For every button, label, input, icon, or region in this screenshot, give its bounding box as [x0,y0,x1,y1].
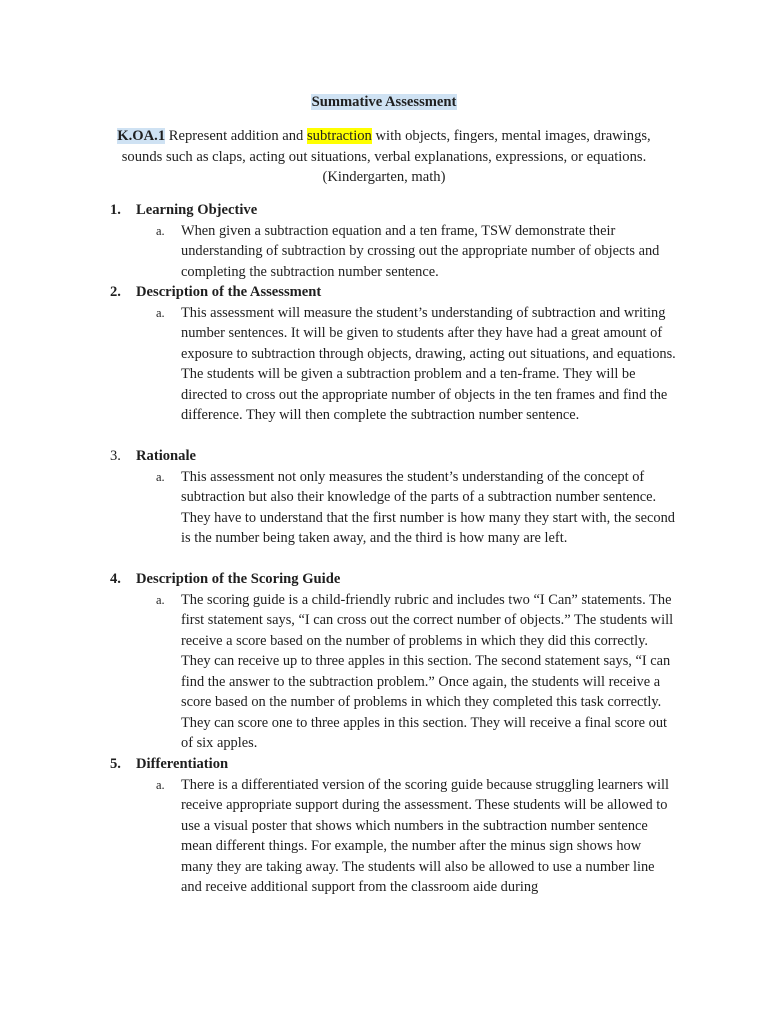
section-number: 3. [110,448,121,464]
section-item [156,303,676,426]
section-title: Description of the Scoring Guide [136,571,341,587]
section-title: Learning Objective [136,202,258,218]
item-letter: a. [156,223,165,238]
section-heading-description-assessment [110,282,321,303]
item-text: There is a differentiated version of the scoring guide because struggling learners will receive appropriate support during the assessment. These students will be allowed to use a visual poster that shows which numbers in the subtraction number sentence mean different things. For example, the number after the minus sign shows how many they are taking away. The students will also be allowed to use a number line and receive additional support from the classroom aide during [181,776,670,895]
section-item [156,467,676,549]
highlighted-word: subtraction [307,128,372,144]
standard-text-after: with objects, fingers, mental images, drawings, sounds such as claps, acting out situations, verbal explanations, expressions, or equations. [121,128,651,165]
item-text: The scoring guide is a child-friendly rubric and includes two “I Can” statements. The first statement says, “I can cross out the correct number of objects.” The students will receive a score based on the number of problems in which they did this correctly. They can receive up to three apples in this section. The second statement says, “I can find the answer to the subtraction problem.” Once again, the students will receive a score based on the number of problems in which they completed this task correctly. They can score one to three apples in this section. They will receive a final score out of six apples. [181,591,674,751]
standard-statement [100,126,668,188]
section-item [156,590,676,754]
section-number: 1. [110,202,121,218]
item-letter: a. [156,469,165,484]
section-title: Differentiation [136,756,229,772]
section-number: 4. [110,571,121,587]
standard-text-before: Represent addition and [165,128,307,144]
section-title: Rationale [136,448,196,464]
section-number: 2. [110,284,121,300]
section-heading-differentiation [110,754,228,775]
item-text: This assessment not only measures the student’s understanding of the concept of subtraction but also their knowledge of the parts of a subtraction number sentence. They have to understand that the first number is how many they start with, the second is the number being taken away, and the third is how many are left. [181,468,675,546]
section-heading-learning-objective [110,200,257,221]
standard-code: K.OA.1 [117,128,166,144]
document-title: Summative Assessment [311,94,457,110]
section-item [156,775,676,898]
item-letter: a. [156,592,165,607]
item-letter: a. [156,305,165,320]
standard-context: (Kindergarten, math) [322,169,446,185]
section-title: Description of the Assessment [136,284,322,300]
section-item [156,221,676,283]
section-heading-rationale [110,446,196,467]
item-letter: a. [156,777,165,792]
section-heading-scoring-guide [110,569,340,590]
item-text: When given a subtraction equation and a ten frame, TSW demonstrate their understanding of subtraction by crossing out the appropriate number of objects and completing the subtraction number sentence. [181,222,660,280]
item-text: This assessment will measure the student’s understanding of subtraction and writing number sentences. It will be given to students after they have had a great amount of exposure to subtraction through objects, drawing, acting out situations, and equations. The students will be given a subtraction problem and a ten-frame. They will be directed to cross out the appropriate number of objects in the ten frames and find the difference. They will then complete the subtraction number sentence. [181,304,676,423]
section-number: 5. [110,756,121,772]
